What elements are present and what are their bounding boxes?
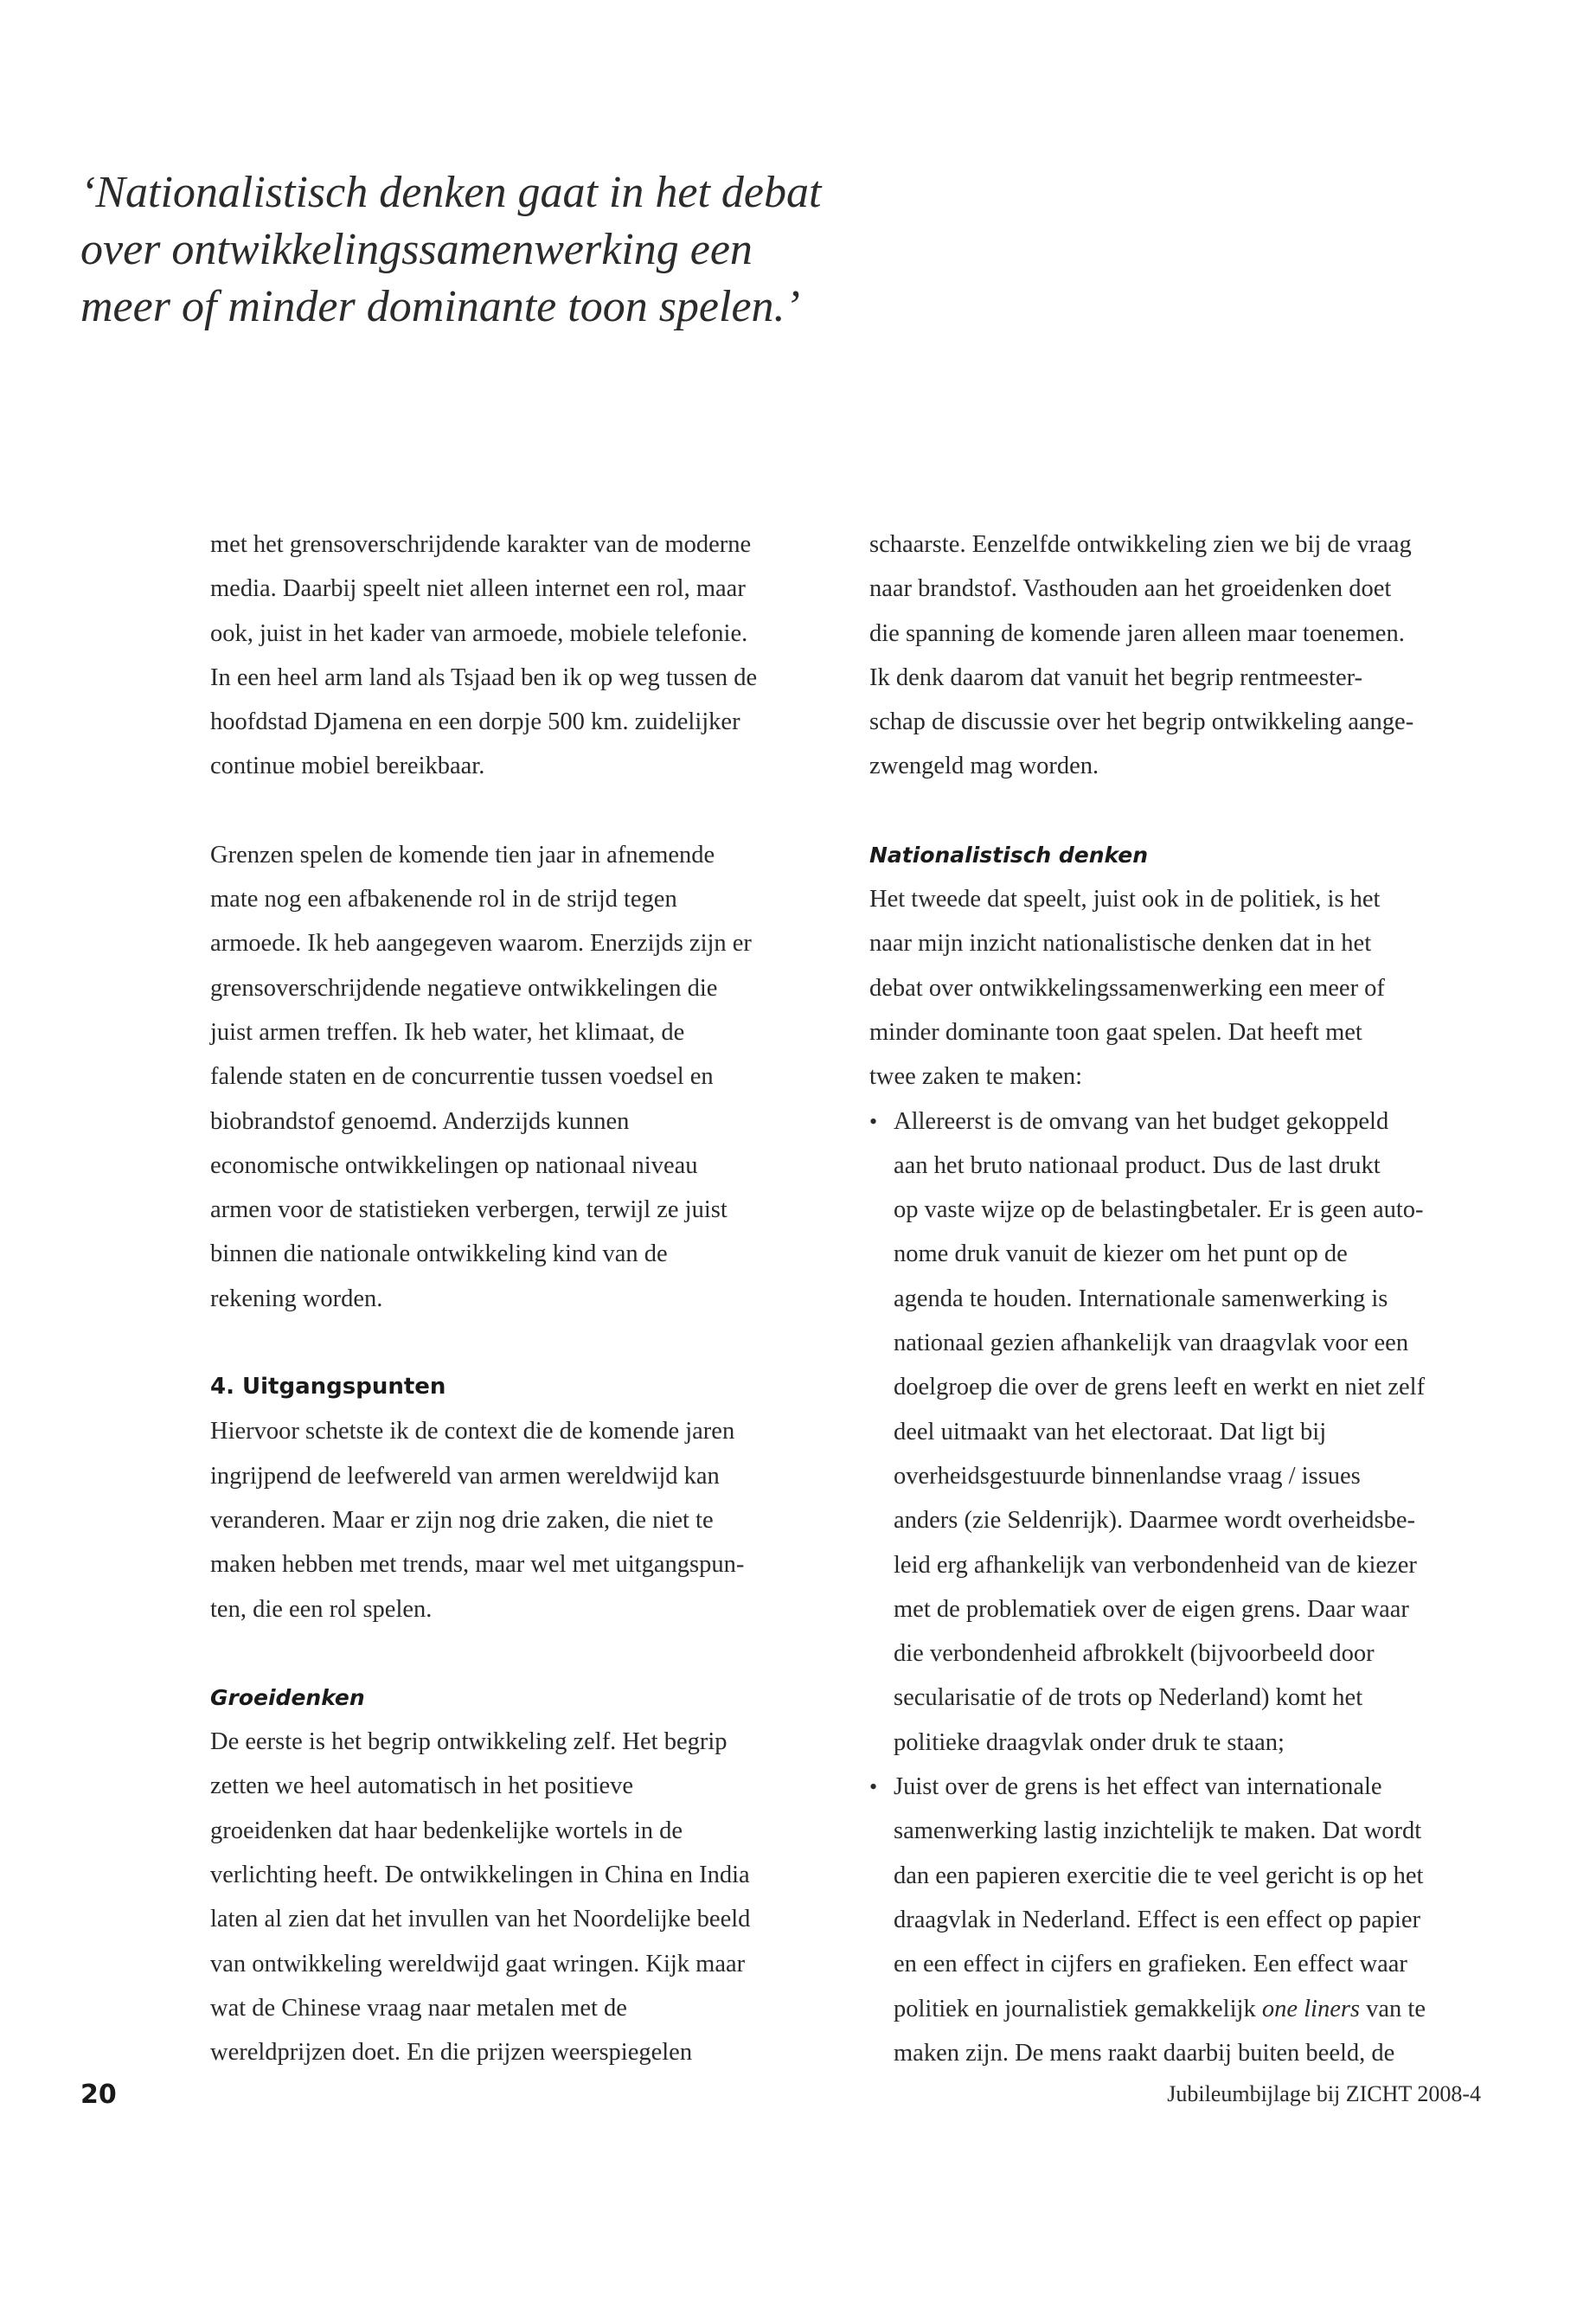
paragraph-gap	[210, 789, 816, 833]
pull-quote-line: ‘Nationalistisch denken gaat in het debat	[80, 168, 822, 217]
right-column	[869, 522, 1475, 2075]
text-line: zwengeld mag worden.	[869, 753, 1099, 780]
italic-phrase: one liners	[1261, 1995, 1361, 2022]
text-line: naar mijn inzicht nationalistische denken dat in het	[869, 930, 1372, 958]
text-fragment: politiek en journalistiek gemakkelijk	[894, 1995, 1262, 2022]
text-line: anders (zie Seldenrijk). Daarmee wordt overheidsbe-	[894, 1507, 1415, 1535]
text-line: economische ontwikkelingen op nationaal niveau	[210, 1151, 698, 1179]
section-heading: 4. Uitgangspunten	[210, 1374, 446, 1400]
text-line: laten al zien dat het invullen van het Noordelijke beeld	[210, 1906, 751, 1933]
text-line: nationaal gezien afhankelijk van draagvlak voor een	[894, 1330, 1409, 1357]
text-line: Het tweede dat speelt, juist ook in de politiek, is het	[869, 886, 1381, 913]
text-line: doelgroep die over de grens leeft en werkt en niet zelf	[894, 1374, 1426, 1401]
paragraph	[210, 833, 816, 1321]
paragraph	[210, 1720, 816, 2074]
text-line: groeidenken dat haar bedenkelijke wortels in de	[210, 1817, 683, 1844]
text-line: zetten we heel automatisch in het positieve	[210, 1772, 634, 1800]
bullet-icon: •	[869, 1108, 878, 1134]
text-line: Hiervoor schetste ik de context die de komende jaren	[210, 1418, 735, 1445]
text-line: deel uitmaakt van het electoraat. Dat ligt bij	[894, 1418, 1327, 1445]
text-line: die spanning de komende jaren alleen maar toenemen.	[869, 619, 1405, 647]
text-fragment: van te	[1360, 1995, 1426, 2022]
text-line: media. Daarbij speelt niet alleen internet een rol, maar	[210, 575, 746, 603]
text-line: minder dominante toon gaat spelen. Dat heeft met	[869, 1018, 1362, 1046]
text-line: Grenzen spelen de komende tien jaar in afnemende	[210, 841, 715, 868]
text-line: rekening worden.	[210, 1285, 383, 1312]
paragraph	[210, 522, 816, 789]
bullet-icon: •	[869, 1774, 878, 1800]
text-line: ingrijpend de leefwereld van armen wereldwijd kan	[210, 1462, 720, 1490]
pull-quote	[80, 164, 859, 336]
page-number: 20	[80, 2080, 117, 2110]
text-line: juist armen treffen. Ik heb water, het klimaat, de	[210, 1018, 685, 1046]
text-line: falende staten en de concurrentie tussen voedsel en	[210, 1063, 714, 1091]
paragraph	[869, 522, 1475, 789]
text-line: dan een papieren exercitie die te veel gericht is op het	[894, 1862, 1424, 1889]
text-line: die verbondenheid afbrokkelt (bijvoorbeeld door	[894, 1640, 1375, 1668]
text-line: overheidsgestuurde binnenlandse vraag / issues	[894, 1462, 1361, 1490]
text-line: armen voor de statistieken verbergen, terwijl ze juist	[210, 1196, 727, 1224]
text-line: agenda te houden. Internationale samenwerking is	[894, 1285, 1388, 1312]
text-line: maken zijn. De mens raakt daarbij buiten beeld, de	[894, 2039, 1395, 2067]
text-line: aan het bruto nationaal product. Dus de last drukt	[894, 1151, 1381, 1179]
list-item	[869, 1765, 1475, 2075]
text-line: armoede. Ik heb aangegeven waarom. Enerzijds zijn er	[210, 930, 752, 958]
pull-quote-line: meer of minder dominante toon spelen.’	[80, 282, 800, 331]
text-line: maken hebben met trends, maar wel met uitgangspun-	[210, 1551, 745, 1579]
subheading-groeidenken: Groeidenken	[210, 1684, 365, 1710]
text-line: Ik denk daarom dat vanuit het begrip rentmeester-	[869, 663, 1362, 691]
paragraph-gap	[869, 789, 1475, 833]
bullet-list	[869, 1099, 1475, 2076]
paragraph	[869, 877, 1475, 1099]
text-line: politieke draagvlak onder druk te staan;	[894, 1728, 1285, 1756]
text-line	[894, 1987, 1475, 2031]
text-line: De eerste is het begrip ontwikkeling zelf. Het begrip	[210, 1728, 727, 1756]
text-line: hoofdstad Djamena en een dorpje 500 km. zuidelijker	[210, 708, 740, 736]
text-line: continue mobiel bereikbaar.	[210, 753, 485, 780]
subheading-nationalistisch-denken: Nationalistisch denken	[869, 842, 1149, 868]
text-line: en een effect in cijfers en grafieken. Een effect waar	[894, 1951, 1407, 1978]
text-line: Allereerst is de omvang van het budget gekoppeld	[894, 1107, 1389, 1135]
text-line: verlichting heeft. De ontwikkelingen in China en India	[210, 1862, 750, 1889]
text-line: nome druk vanuit de kiezer om het punt op de	[894, 1240, 1348, 1268]
text-line: draagvlak in Nederland. Effect is een effect op papier	[894, 1906, 1421, 1933]
text-line: twee zaken te maken:	[869, 1063, 1083, 1091]
text-line: secularisatie of de trots op Nederland) komt het	[894, 1684, 1363, 1712]
text-line: schap de discussie over het begrip ontwikkeling aange-	[869, 708, 1414, 736]
paragraph	[210, 1409, 816, 1631]
text-line: debat over ontwikkelingssamenwerking een meer of	[869, 974, 1385, 1002]
text-line: leid erg afhankelijk van verbondenheid van de kiezer	[894, 1551, 1417, 1579]
text-line: naar brandstof. Vasthouden aan het groeidenken doet	[869, 575, 1392, 603]
text-line: grensoverschrijdende negatieve ontwikkelingen die	[210, 974, 718, 1002]
text-line: van ontwikkeling wereldwijd gaat wringen. Kijk maar	[210, 1950, 746, 1977]
paragraph-gap	[210, 1321, 816, 1365]
text-line: biobrandstof genoemd. Anderzijds kunnen	[210, 1107, 630, 1135]
text-line: mate nog een afbakenende rol in de strijd tegen	[210, 886, 677, 913]
left-column	[210, 522, 816, 2075]
text-line: op vaste wijze op de belastingbetaler. Er is geen auto-	[894, 1196, 1424, 1224]
text-line: veranderen. Maar er zijn nog drie zaken, die niet te	[210, 1506, 714, 1534]
text-line: met het grensoverschrijdende karakter van de moderne	[210, 531, 752, 558]
text-line: samenwerking lastig inzichtelijk te maken. Dat wordt	[894, 1817, 1422, 1845]
text-line: Juist over de grens is het effect van internationale	[894, 1773, 1382, 1801]
text-line: ook, juist in het kader van armoede, mobiele telefonie.	[210, 619, 748, 647]
text-line: met de problematiek over de eigen grens. Daar waar	[894, 1595, 1409, 1623]
text-line: In een heel arm land als Tsjaad ben ik op weg tussen de	[210, 663, 758, 691]
list-item	[869, 1099, 1475, 1765]
text-line: binnen die nationale ontwikkeling kind van de	[210, 1240, 668, 1268]
publication-title: Jubileumbijlage bij ZICHT 2008-4	[1167, 2081, 1481, 2106]
text-line: wereldprijzen doet. En die prijzen weerspiegelen	[210, 2039, 693, 2067]
text-line: ten, die een rol spelen.	[210, 1595, 433, 1623]
text-line: wat de Chinese vraag naar metalen met de	[210, 1994, 627, 2022]
text-line: schaarste. Eenzelfde ontwikkeling zien we bij de vraag	[869, 531, 1412, 558]
pull-quote-line: over ontwikkelingssamenwerking een	[80, 225, 753, 274]
paragraph-gap	[210, 1631, 816, 1676]
